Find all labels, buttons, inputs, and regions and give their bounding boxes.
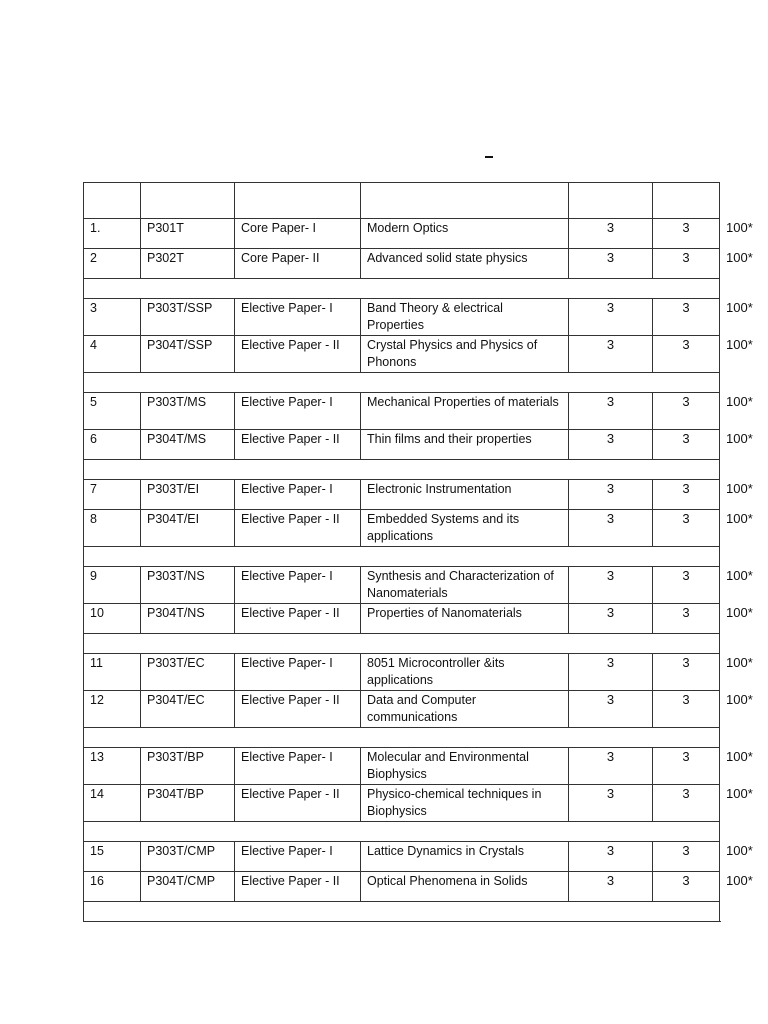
credits-cell: 3 — [569, 691, 653, 728]
serial-number-cell: 10 — [84, 604, 141, 634]
course-row: 11 P303T/EC Elective Paper- I 8051 Microcontroller &its applications 3 3 100* — [84, 654, 720, 691]
credits-cell: 3 — [569, 249, 653, 279]
spacer-row — [84, 373, 720, 393]
course-code-cell: P303T/BP — [141, 748, 235, 785]
spacer-cell — [84, 460, 720, 480]
course-code-cell: P303T/EC — [141, 654, 235, 691]
credits-cell: 3 — [569, 219, 653, 249]
course-row: 6 P304T/MS Elective Paper - II Thin films and their properties 3 3 100* — [84, 430, 720, 460]
paper-type-cell: Elective Paper- I — [235, 842, 361, 872]
header-cell — [141, 183, 235, 219]
course-row: 1. P301T Core Paper- I Modern Optics 3 3 100* — [84, 219, 720, 249]
spacer-cell — [84, 822, 720, 842]
course-title-cell: Properties of Nanomaterials — [361, 604, 569, 634]
course-title-cell: Crystal Physics and Physics of Phonons — [361, 336, 569, 373]
credits-cell: 3 — [569, 654, 653, 691]
serial-number-cell: 8 — [84, 510, 141, 547]
spacer-cell — [84, 634, 720, 654]
hours-cell: 3 — [653, 872, 720, 902]
serial-number-cell: 1. — [84, 219, 141, 249]
spacer-row — [84, 728, 720, 748]
credits-cell: 3 — [569, 842, 653, 872]
title-dash — [485, 156, 493, 158]
course-title-cell: Molecular and Environmental Biophysics — [361, 748, 569, 785]
course-row: 8 P304T/EI Elective Paper - II Embedded Systems and its applications 3 3 100* — [84, 510, 720, 547]
course-code-cell: P303T/SSP — [141, 299, 235, 336]
paper-type-cell: Elective Paper - II — [235, 785, 361, 822]
serial-number-cell: 13 — [84, 748, 141, 785]
course-row: 7 P303T/EI Elective Paper- I Electronic Instrumentation 3 3 100* — [84, 480, 720, 510]
serial-number-cell: 7 — [84, 480, 141, 510]
course-code-cell: P304T/SSP — [141, 336, 235, 373]
hours-cell: 3 — [653, 567, 720, 604]
hours-cell: 3 — [653, 748, 720, 785]
spacer-row — [84, 634, 720, 654]
course-code-cell: P303T/CMP — [141, 842, 235, 872]
course-title-cell: Lattice Dynamics in Crystals — [361, 842, 569, 872]
course-row: 15 P303T/CMP Elective Paper- I Lattice Dynamics in Crystals 3 3 100* — [84, 842, 720, 872]
course-code-cell: P304T/EC — [141, 691, 235, 728]
course-code-cell: P304T/EI — [141, 510, 235, 547]
course-code-cell: P303T/EI — [141, 480, 235, 510]
course-title-cell: Data and Computer communications — [361, 691, 569, 728]
hours-cell: 3 — [653, 219, 720, 249]
credits-cell: 3 — [569, 510, 653, 547]
serial-number-cell: 4 — [84, 336, 141, 373]
spacer-row — [84, 460, 720, 480]
spacer-cell — [84, 279, 720, 299]
serial-number-cell: 5 — [84, 393, 141, 430]
paper-type-cell: Elective Paper - II — [235, 510, 361, 547]
closing-row — [84, 902, 720, 922]
course-code-cell: P304T/MS — [141, 430, 235, 460]
hours-cell: 3 — [653, 336, 720, 373]
credits-cell: 3 — [569, 430, 653, 460]
serial-number-cell: 12 — [84, 691, 141, 728]
course-title-cell: Band Theory & electrical Properties — [361, 299, 569, 336]
course-title-cell: Physico-chemical techniques in Biophysics — [361, 785, 569, 822]
course-title-cell: Electronic Instrumentation — [361, 480, 569, 510]
paper-type-cell: Elective Paper- I — [235, 567, 361, 604]
credits-cell: 3 — [569, 299, 653, 336]
hours-cell: 3 — [653, 249, 720, 279]
header-cell — [569, 183, 653, 219]
course-row: 9 P303T/NS Elective Paper- I Synthesis and Characterization of Nanomaterials 3 3 100* — [84, 567, 720, 604]
course-code-cell: P303T/MS — [141, 393, 235, 430]
credits-cell: 3 — [569, 872, 653, 902]
hours-cell: 3 — [653, 430, 720, 460]
paper-type-cell: Elective Paper - II — [235, 604, 361, 634]
serial-number-cell: 9 — [84, 567, 141, 604]
course-title-cell: Advanced solid state physics — [361, 249, 569, 279]
course-row: 4 P304T/SSP Elective Paper - II Crystal Physics and Physics of Phonons 3 3 100* — [84, 336, 720, 373]
credits-cell: 3 — [569, 480, 653, 510]
course-code-cell: P304T/NS — [141, 604, 235, 634]
course-row: 14 P304T/BP Elective Paper - II Physico-chemical techniques in Biophysics 3 3 100* — [84, 785, 720, 822]
credits-cell: 3 — [569, 748, 653, 785]
serial-number-cell: 16 — [84, 872, 141, 902]
hours-cell: 3 — [653, 785, 720, 822]
course-row: 16 P304T/CMP Elective Paper - II Optical Phenomena in Solids 3 3 100* — [84, 872, 720, 902]
credits-cell: 3 — [569, 567, 653, 604]
credits-cell: 3 — [569, 393, 653, 430]
paper-type-cell: Core Paper- I — [235, 219, 361, 249]
paper-type-cell: Elective Paper- I — [235, 393, 361, 430]
course-row: 5 P303T/MS Elective Paper- I Mechanical Properties of materials 3 3 100* — [84, 393, 720, 430]
header-row — [84, 183, 720, 219]
credits-cell: 3 — [569, 604, 653, 634]
course-title-cell: Thin films and their properties — [361, 430, 569, 460]
header-cell — [84, 183, 141, 219]
spacer-cell — [84, 547, 720, 567]
course-table — [83, 182, 753, 922]
serial-number-cell: 15 — [84, 842, 141, 872]
serial-number-cell: 2 — [84, 249, 141, 279]
paper-type-cell: Elective Paper- I — [235, 299, 361, 336]
course-table-body — [84, 183, 753, 922]
course-code-cell: P304T/BP — [141, 785, 235, 822]
paper-type-cell: Elective Paper- I — [235, 748, 361, 785]
spacer-cell — [84, 373, 720, 393]
hours-cell: 3 — [653, 691, 720, 728]
paper-type-cell: Elective Paper - II — [235, 336, 361, 373]
paper-type-cell: Elective Paper- I — [235, 654, 361, 691]
hours-cell: 3 — [653, 393, 720, 430]
course-row: 10 P304T/NS Elective Paper - II Properties of Nanomaterials 3 3 100* — [84, 604, 720, 634]
hours-cell: 3 — [653, 480, 720, 510]
credits-cell: 3 — [569, 336, 653, 373]
hours-cell: 3 — [653, 654, 720, 691]
paper-type-cell: Elective Paper- I — [235, 480, 361, 510]
paper-type-cell: Elective Paper - II — [235, 691, 361, 728]
header-cell — [235, 183, 361, 219]
course-row: 13 P303T/BP Elective Paper- I Molecular and Environmental Biophysics 3 3 100* — [84, 748, 720, 785]
course-title-cell: Synthesis and Characterization of Nanomaterials — [361, 567, 569, 604]
spacer-row — [84, 822, 720, 842]
hours-cell: 3 — [653, 299, 720, 336]
paper-type-cell: Elective Paper - II — [235, 872, 361, 902]
course-row: 3 P303T/SSP Elective Paper- I Band Theory & electrical Properties 3 3 100* — [84, 299, 720, 336]
course-code-cell: P302T — [141, 249, 235, 279]
course-code-cell: P303T/NS — [141, 567, 235, 604]
spacer-row — [84, 279, 720, 299]
paper-type-cell: Elective Paper - II — [235, 430, 361, 460]
serial-number-cell: 3 — [84, 299, 141, 336]
spacer-cell — [84, 728, 720, 748]
course-title-cell: Mechanical Properties of materials — [361, 393, 569, 430]
course-title-cell: 8051 Microcontroller &its applications — [361, 654, 569, 691]
course-row: 2 P302T Core Paper- II Advanced solid state physics 3 3 100* — [84, 249, 720, 279]
course-row: 12 P304T/EC Elective Paper - II Data and Computer communications 3 3 100* — [84, 691, 720, 728]
header-cell — [653, 183, 720, 219]
course-code-cell: P301T — [141, 219, 235, 249]
hours-cell: 3 — [653, 604, 720, 634]
hours-cell: 3 — [653, 510, 720, 547]
hours-cell: 3 — [653, 842, 720, 872]
course-title-cell: Modern Optics — [361, 219, 569, 249]
header-cell — [361, 183, 569, 219]
spacer-row — [84, 547, 720, 567]
serial-number-cell: 14 — [84, 785, 141, 822]
course-title-cell: Embedded Systems and its applications — [361, 510, 569, 547]
course-title-cell: Optical Phenomena in Solids — [361, 872, 569, 902]
paper-type-cell: Core Paper- II — [235, 249, 361, 279]
serial-number-cell: 11 — [84, 654, 141, 691]
serial-number-cell: 6 — [84, 430, 141, 460]
closing-cell — [84, 902, 720, 922]
credits-cell: 3 — [569, 785, 653, 822]
course-code-cell: P304T/CMP — [141, 872, 235, 902]
